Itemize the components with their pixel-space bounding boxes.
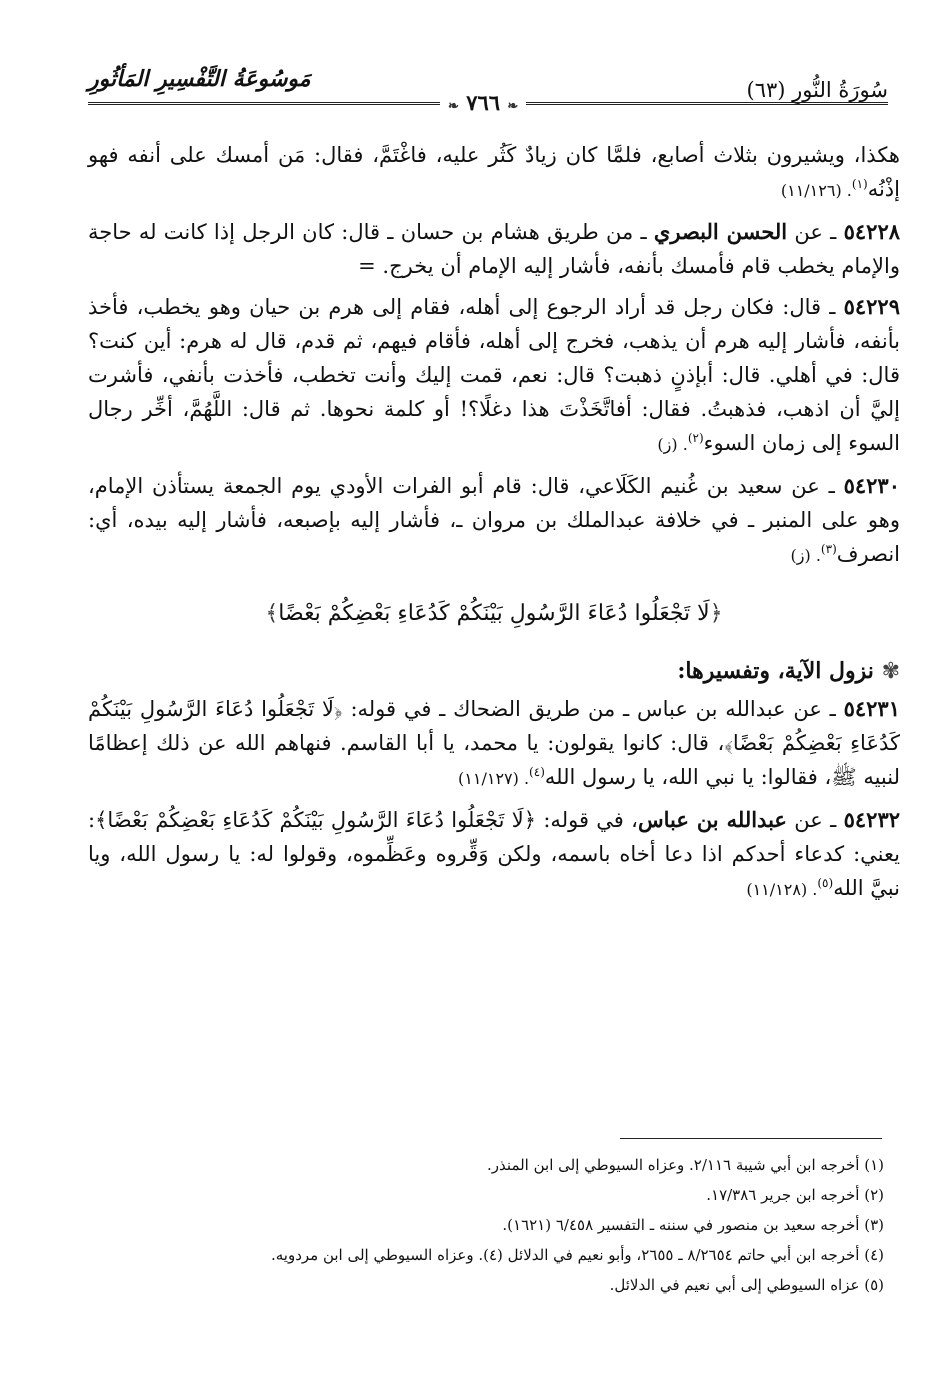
athar-entry: ٥٤٢٢٨ ـ عن الحسن البصري ـ من طريق هشام بن حسان ـ قال: كان الرجل إذا كانت له حاجة والإمام يخطب قام فأمسك بأنفه، فأشار إليه الإمام أن يخرج. = bbox=[88, 219, 901, 278]
narrator-name: الحسن البصري bbox=[653, 219, 788, 244]
page-number bbox=[440, 90, 526, 115]
verse-bracket-open-icon: ﴿ bbox=[709, 601, 723, 626]
surah-title: سُورَةُ النُّورِ (٦٣) bbox=[746, 78, 888, 102]
footnotes bbox=[88, 1150, 884, 1300]
footnote-marker: (٤) bbox=[529, 765, 545, 779]
flower-ornament-icon: ✾ bbox=[881, 659, 900, 684]
volume-reference: . (ز) bbox=[790, 546, 821, 565]
footnote-marker: (٢) bbox=[687, 431, 704, 445]
footnote-separator bbox=[620, 1138, 882, 1139]
entry-number: ٥٤٢٢٨ bbox=[843, 219, 901, 244]
entry-number: ٥٤٢٣٠ bbox=[843, 473, 900, 498]
paragraph-continuation: هكذا، ويشيرون بثلاث أصابع، فلمَّا كان زيادٌ كَثُر عليه، فاغْتَمَّ، فقال: مَن أمسك على أنفه فهو إذْنُه$^{(١)}$. (١١/١٢٦) bbox=[88, 143, 900, 201]
volume-reference: . (١١/١٢٧) bbox=[458, 769, 530, 788]
entry-number: ٥٤٢٣١ bbox=[843, 696, 900, 721]
entry-number: ٥٤٢٢٩ bbox=[843, 294, 900, 319]
footnote: (٣) أخرجه سعيد بن منصور في سننه ـ التفسير ٦/٤٥٨ (١٦٢١). bbox=[502, 1216, 884, 1234]
main-text bbox=[88, 138, 900, 914]
entry-number: ٥٤٢٣٢ bbox=[843, 807, 901, 832]
footnote-marker: (١) bbox=[851, 177, 868, 191]
athar-entry: ٥٤٢٣٢ ـ عن عبدالله بن عباس، في قوله: ﴿لَا تَجْعَلُوا دُعَاءَ الرَّسُولِ بَيْنَكُمْ كَدُعَاءِ بَعْضِكُمْ بَعْضًا﴾: يعني: كدعاء أحدكم اذا دعا أخاه باسمه، ولكن وَقِّروه وعَظِّموه، وقولوا له: يا رسول الله، ويا نبيَّ الله$^{(٥)}$. (١١/١٢٨) bbox=[88, 807, 901, 900]
athar-entry: ٥٤٢٢٩ ـ قال: فكان رجل قد أراد الرجوع إلى أهله، فقام إلى هرم بن حيان وهو يخطب، فأخذ بأنفه، فأشار إليه هرم أن يذهب، فخرج إلى أهله، فأقام فيهم، ثم قدم، قال له هرم: أين كنت؟ قال: في أهلي. قال: أبإذنٍ ذهبت؟ قال: نعم، قمت إليك وأنت تخطب، فأخذت بأنفي، فأشرت إليَّ أن اذهب، فذهبتُ. فقال: أفاتَّخَذْتَ هذا دغلًا؟! أو كلمة نحوها. ثم قال: اللَّهُمَّ، أخِّر رجال السوء إلى زمان السوء$^{(٢)}$. (ز) bbox=[88, 294, 900, 455]
quran-verse bbox=[88, 601, 900, 626]
volume-reference: . (١١/١٢٦) bbox=[780, 181, 852, 200]
verse-text: لَا تَجْعَلُوا دُعَاءَ الرَّسُولِ بَيْنَكُمْ كَدُعَاءِ بَعْضِكُمْ بَعْضًا bbox=[278, 601, 710, 626]
athar-entry: ٥٤٢٣٠ ـ عن سعيد بن غُنيم الكَلَاعي، قال: قام أبو الفرات الأودي يوم الجمعة يستأذن الإمام، وهو على المنبر ـ في خلافة عبدالملك بن مروان ـ، فأشار إليه بإصبعه، فأشار إليه بيده، أي: انصرف$^{(٣)}$. (ز) bbox=[88, 473, 900, 566]
volume-reference: . (١١/١٢٨) bbox=[746, 880, 818, 899]
page-number-text: ٧٦٦ bbox=[466, 90, 501, 115]
verse-bracket-close-icon: ﴾ bbox=[265, 601, 279, 626]
ornament-left-icon: ❧ bbox=[448, 99, 459, 114]
ornament-right-icon: ❧ bbox=[507, 99, 519, 114]
footnote-marker: (٣) bbox=[820, 542, 837, 556]
section-heading: ✾ نزول الآية، وتفسيرها: bbox=[677, 658, 900, 684]
volume-reference: . (ز) bbox=[657, 435, 688, 454]
footnote: (١) أخرجه ابن أبي شيبة ٢/١١٦. وعزاه السيوطي إلى ابن المنذر. bbox=[487, 1156, 884, 1174]
footnote: (٢) أخرجه ابن جرير ١٧/٣٨٦. bbox=[706, 1186, 884, 1204]
book-title: مَوسُوعَةُ التَّفْسِيرِ المَأثُورِ bbox=[88, 66, 311, 92]
footnote: (٤) أخرجه ابن أبي حاتم ٨/٢٦٥٤ ـ ٢٦٥٥، وأبو نعيم في الدلائل (٤). وعزاه السيوطي إلى ابن مردويه. bbox=[270, 1246, 884, 1264]
narrator-name: عبدالله بن عباس bbox=[637, 807, 787, 832]
athar-entry: ٥٤٢٣١ ـ عن عبدالله بن عباس ـ من طريق الضحاك ـ في قوله: ﴿لَا تَجْعَلُوا دُعَاءَ الرَّسُولِ بَيْنَكُمْ كَدُعَاءِ بَعْضِكُمْ بَعْضًا﴾، قال: كانوا يقولون: يا محمد، يا أبا القاسم. فنهاهم الله عن ذلك إعظامًا لنبيه ﷺ، فقالوا: يا نبي الله، يا رسول الله$^{(٤)}$. (١١/١٢٧) bbox=[88, 696, 900, 789]
footnote: (٥) عزاه السيوطي إلى أبي نعيم في الدلائل. bbox=[609, 1276, 884, 1294]
footnote-marker: (٥) bbox=[817, 876, 834, 890]
